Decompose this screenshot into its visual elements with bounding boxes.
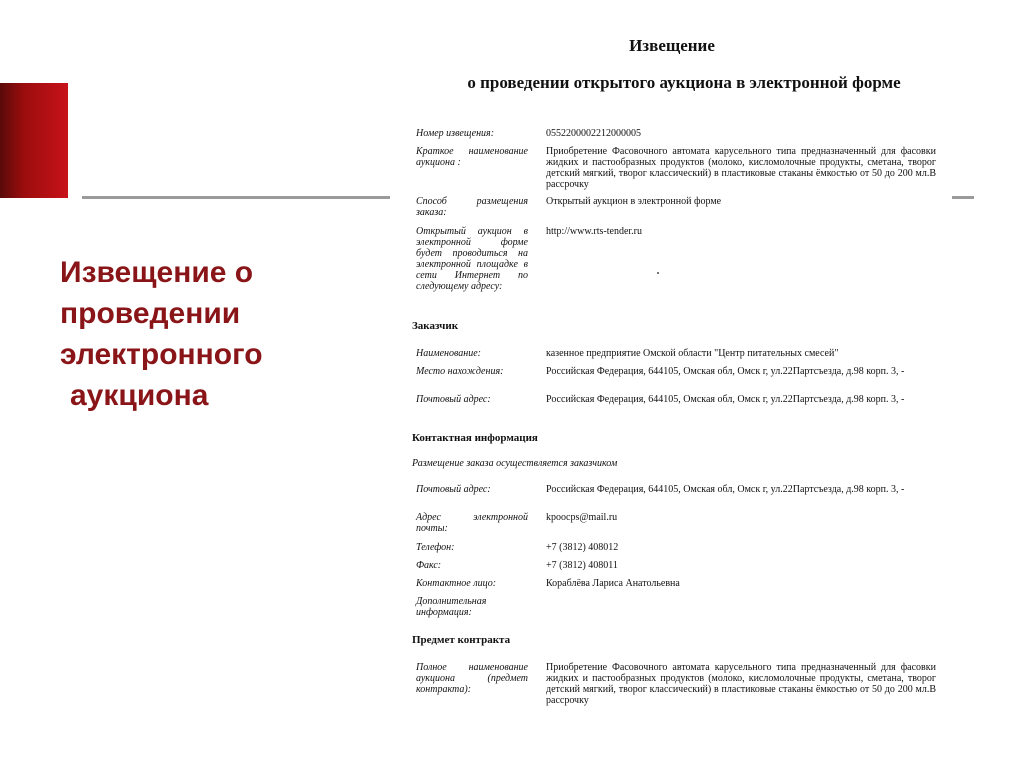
contact-value-fax: +7 (3812) 408011 xyxy=(546,560,618,571)
contact-label-postal: Почтовый адрес: xyxy=(416,484,491,495)
field-label-order-method: Способ размещения заказа: xyxy=(416,196,528,218)
customer-label-name: Наименование: xyxy=(416,348,482,359)
field-label-short-name: Краткое наименование аукциона : xyxy=(416,146,528,168)
section-contact: Контактная информация xyxy=(412,432,538,444)
contact-label-fax: Факс: xyxy=(416,560,442,571)
section-customer: Заказчик xyxy=(412,320,459,332)
slide-title-line-3: электронного xyxy=(60,338,263,371)
document-subheading: о проведении открытого аукциона в электронной форме xyxy=(467,73,901,92)
field-value-order-method: Открытый аукцион в электронной форме xyxy=(546,196,722,207)
field-value-short-name: Приобретение Фасовочного автомата карусельного типа предназначенный для фасовки жидких и пастообразных продуктов (молоко, кисломолочные продукты, сметана, творог детский мягкий, творог классический) в пластиковые стаканы ёмкостью от 50 до 200 мл.В рассрочку xyxy=(546,146,936,190)
contact-value-phone: +7 (3812) 408012 xyxy=(546,542,619,553)
subject-value-full-name: Приобретение Фасовочного автомата карусельного типа предназначенный для фасовки жидких и пастообразных продуктов (молоко, кисломолочные продукты, сметана, творог детский мягкий, творог классический) в пластиковые стаканы ёмкостью от 50 до 200 мл.В рассрочку xyxy=(546,662,936,706)
divider-line-right xyxy=(952,196,974,199)
customer-value-location: Российская Федерация, 644105, Омская обл, Омск г, ул.22Партсъезда, д.98 корп. 3, - xyxy=(546,366,905,377)
contact-label-extra: Дополнительная информация: xyxy=(416,596,487,618)
contact-value-person: Кораблёва Лариса Анатольевна xyxy=(546,578,680,589)
customer-value-name: казенное предприятие Омской области "Центр питательных смесей" xyxy=(546,348,839,359)
slide-title-line-1: Извещение о xyxy=(60,256,254,289)
decorative-red-bar xyxy=(0,83,68,198)
contact-value-email: kpoocps@mail.ru xyxy=(546,512,618,523)
scanned-document xyxy=(392,22,952,762)
section-contract-subject: Предмет контракта xyxy=(412,634,511,646)
customer-label-postal: Почтовый адрес: xyxy=(416,394,491,405)
slide-title xyxy=(60,252,360,416)
subject-label-full-name: Полное наименование аукциона (предмет контракта): xyxy=(416,662,528,695)
customer-value-postal: Российская Федерация, 644105, Омская обл, Омск г, ул.22Партсъезда, д.98 корп. 3, - xyxy=(546,394,905,405)
slide-title-line-2: проведении xyxy=(60,297,241,330)
contact-label-email: Адрес электронной почты: xyxy=(416,512,528,534)
field-value-platform-address: http://www.rts-tender.ru xyxy=(546,226,643,237)
document-heading: Извещение xyxy=(629,36,715,55)
customer-label-location: Место нахождения: xyxy=(416,366,504,377)
contact-note: Размещение заказа осуществляется заказчиком xyxy=(412,458,618,469)
divider-line-left xyxy=(82,196,390,199)
scan-speck xyxy=(657,272,659,274)
field-label-platform-address: Открытый аукцион в электронной форме будет проводиться на электронной площадке в сети Интернет по следующему адресу: xyxy=(416,226,528,292)
slide-title-line-4: аукциона xyxy=(70,379,209,412)
contact-label-phone: Телефон: xyxy=(416,542,455,553)
field-label-notice-number: Номер извещения: xyxy=(416,128,495,139)
contact-label-person: Контактное лицо: xyxy=(416,578,497,589)
field-value-notice-number: 0552200002212000005 xyxy=(546,128,641,139)
contact-value-postal: Российская Федерация, 644105, Омская обл, Омск г, ул.22Партсъезда, д.98 корп. 3, - xyxy=(546,484,905,495)
